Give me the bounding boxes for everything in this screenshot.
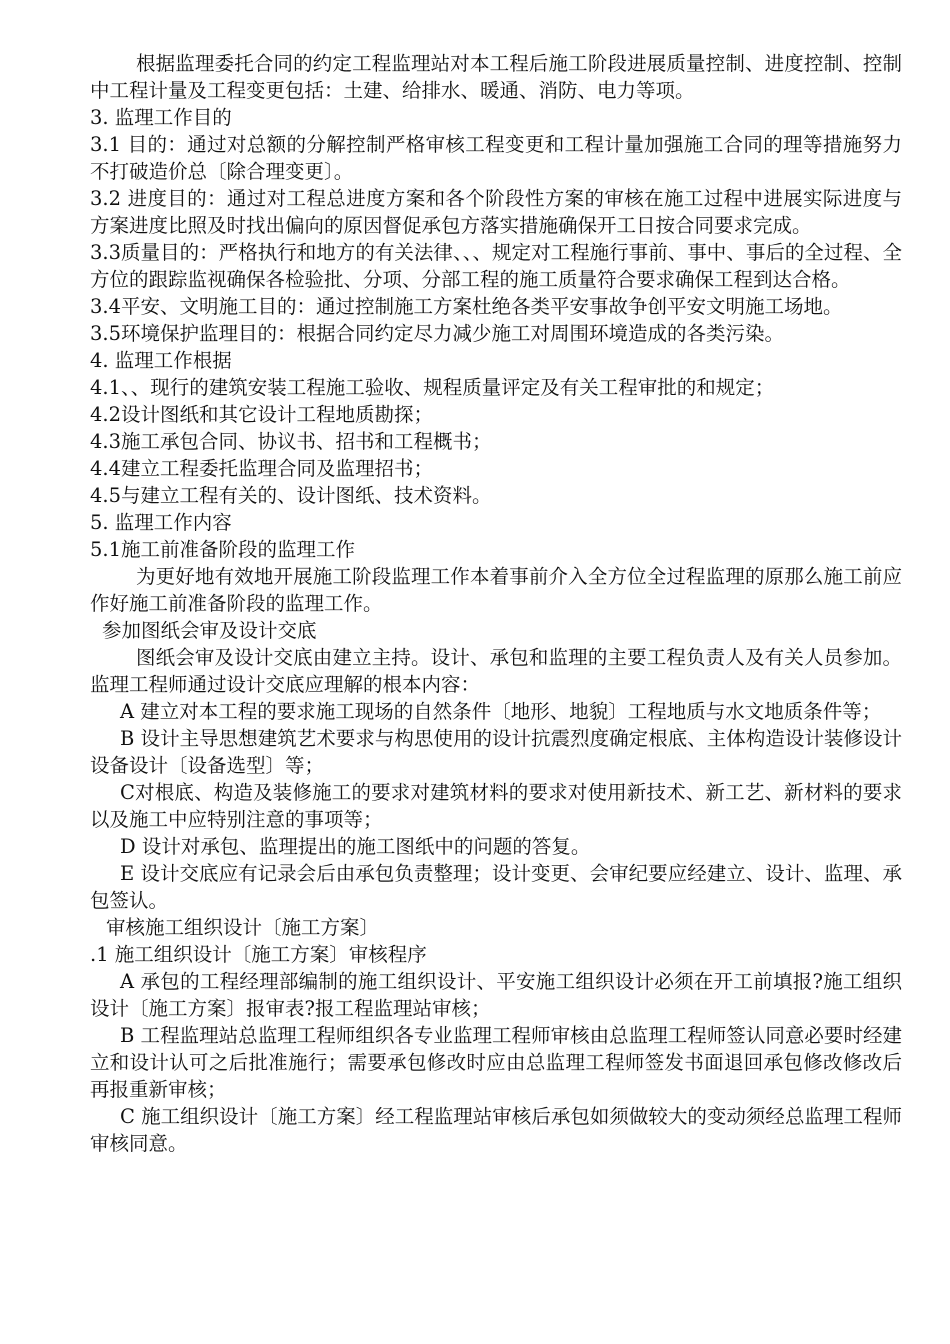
paragraph-5-1-intro: 为更好地有效地开展施工阶段监理工作本着事前介入全方位全过程监理的原那么施工前应作好施工前准备阶段的监理工作。 — [90, 565, 902, 615]
document-page — [90, 50, 902, 1157]
list-item-d: D 设计对承包、监理提出的施工图纸中的问题的答复。 — [120, 835, 591, 858]
procedure-item-a: A 承包的工程经理部编制的施工组织设计、平安施工组织设计必须在开工前填报?施工组织设计〔施工方案〕报审表?报工程监理站审核； — [90, 970, 902, 1020]
heading-4-basis: 4. 监理工作根据 — [90, 349, 232, 372]
paragraph-3-5: 3.5环境保护监理目的：根据合同约定尽力减少施工对周围环境造成的各类污染。 — [90, 322, 785, 345]
procedure-item-c: C 施工组织设计〔施工方案〕经工程监理站审核后承包如须做较大的变动须经总监理工程师审核同意。 — [90, 1105, 902, 1155]
paragraph-3-2: 3.2 进度目的：通过对工程总进度方案和各个阶段性方案的审核在施工过程中进展实际进度与方案进度比照及时找出偏向的原因督促承包方落实措施确保开工日按合同要求完成。 — [90, 187, 902, 237]
paragraph-4-2: 4.2设计图纸和其它设计工程地质勘探； — [90, 403, 434, 426]
list-item-b: B 设计主导思想建筑艺术要求与构思使用的设计抗震烈度确定根底、主体构造设计装修设计设备设计〔设备选型〕等； — [90, 727, 902, 777]
list-item-c: C对根底、构造及装修施工的要求对建筑材料的要求对使用新技术、新工艺、新材料的要求以及施工中应特别注意的事项等； — [90, 781, 902, 831]
subheading-drawing-review: 参加图纸会审及设计交底 — [102, 619, 317, 642]
paragraph-4-1: 4.1、、现行的建筑安装工程施工验收、规程质量评定及有关工程审批的和规定； — [90, 376, 775, 399]
paragraph-intro: 根据监理委托合同的约定工程监理站对本工程后施工阶段进展质量控制、进度控制、控制中工程计量及工程变更包括：土建、给排水、暖通、消防、电力等项。 — [90, 52, 902, 102]
paragraph-3-3: 3.3质量目的：严格执行和地方的有关法律、、、规定对工程施行事前、事中、事后的全过程、全方位的跟踪监视确保各检验批、分项、分部工程的施工质量符合要求确保工程到达合格。 — [90, 241, 902, 291]
paragraph-4-5: 4.5与建立工程有关的、设计图纸、技术资料。 — [90, 484, 492, 507]
paragraph-4-3: 4.3施工承包合同、协议书、招书和工程概书； — [90, 430, 492, 453]
list-item-e: E 设计交底应有记录会后由承包负责整理；设计变更、会审纪要应经建立、设计、监理、承包签认。 — [90, 862, 902, 912]
paragraph-3-4: 3.4平安、文明施工目的：通过控制施工方案杜绝各类平安事故争创平安文明施工场地。 — [90, 295, 843, 318]
heading-review-procedure: .1 施工组织设计〔施工方案〕审核程序 — [90, 943, 427, 966]
paragraph-3-1: 3.1 目的：通过对总额的分解控制严格审核工程变更和工程计量加强施工合同的理等措施努力不打破造价总〔除合理变更〕。 — [90, 133, 902, 183]
list-item-a: A 建立对本工程的要求施工现场的自然条件〔地形、地貌〕工程地质与水文地质条件等； — [120, 700, 882, 723]
heading-5-content: 5. 监理工作内容 — [90, 511, 232, 534]
heading-5-1: 5.1施工前准备阶段的监理工作 — [90, 538, 356, 561]
paragraph-drawing-review: 图纸会审及设计交底由建立主持。设计、承包和监理的主要工程负责人及有关人员参加。监理工程师通过设计交底应理解的根本内容： — [90, 646, 902, 696]
procedure-item-b: B 工程监理站总监理工程师组织各专业监理工程师审核由总监理工程师签认同意必要时经建立和设计认可之后批准施行；需要承包修改时应由总监理工程师签发书面退回承包修改修改后再报重新审核； — [90, 1024, 902, 1101]
paragraph-4-4: 4.4建立工程委托监理合同及监理招书； — [90, 457, 434, 480]
heading-3-objectives: 3. 监理工作目的 — [90, 106, 232, 129]
subheading-construction-plan: 审核施工组织设计〔施工方案〕 — [106, 916, 380, 939]
